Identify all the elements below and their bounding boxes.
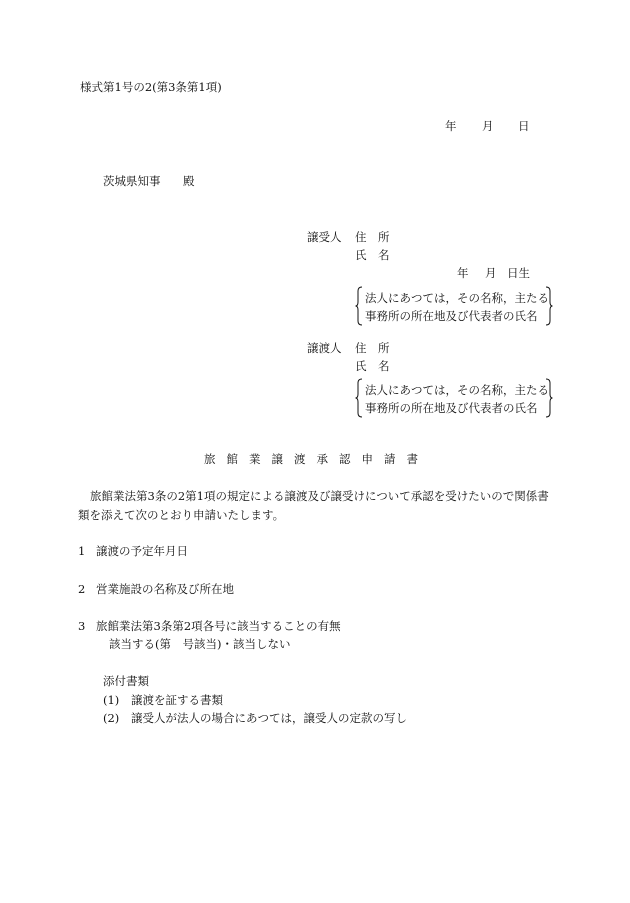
date-day: 日	[518, 119, 530, 133]
body-line-1: 旅館業法第3条の2第1項の規定による譲渡及び譲受けについて承認を受けたいので関係書	[90, 489, 549, 503]
transferee-label: 譲受人	[307, 230, 342, 244]
item-1-text: 譲渡の予定年月日	[96, 544, 188, 558]
transferor-address-label: 住 所	[355, 341, 390, 355]
note-line-1: 法人にあつては，その名称，主たる	[365, 383, 549, 397]
attachment-2-text: 譲受人が法人の場合にあつては，譲受人の定款の写し	[131, 711, 407, 725]
item-2-text: 営業施設の名称及び所在地	[96, 582, 234, 596]
birth-year: 年	[457, 266, 469, 280]
form-number: 様式第1号の2(第3条第1項)	[80, 80, 222, 94]
item-3-answer: 該当する(第 号該当)・該当しない	[109, 637, 291, 651]
attachment-1-text: 譲渡を証する書類	[131, 693, 223, 707]
item-3-number: 3	[78, 619, 86, 633]
birth-month: 月	[485, 266, 497, 280]
note-line-1: 法人にあつては，その名称，主たる	[365, 291, 549, 305]
transferee-name-label: 氏 名	[355, 248, 390, 262]
date-month: 月	[482, 119, 494, 133]
note-line-2: 事務所の所在地及び代表者の氏名	[365, 401, 538, 415]
addressee-name: 茨城県知事	[103, 174, 161, 188]
item-3-text: 旅館業法第3条第2項各号に該当することの有無	[96, 619, 341, 633]
body-line-2: 類を添えて次のとおり申請いたします。	[78, 508, 285, 522]
transferor-name-label: 氏 名	[355, 359, 390, 373]
transferor-corporate-note	[355, 378, 553, 418]
birth-day: 日生	[507, 266, 530, 280]
document-title: 旅館業譲渡承認申請書	[204, 452, 429, 466]
note-line-2: 事務所の所在地及び代表者の氏名	[365, 309, 538, 323]
attachment-1-number: (1)	[103, 693, 120, 707]
attachment-2-number: (2)	[103, 711, 120, 725]
transferee-corporate-note	[355, 286, 553, 326]
transferee-address-label: 住 所	[355, 230, 390, 244]
date-year: 年	[445, 119, 457, 133]
addressee-honorific: 殿	[183, 174, 195, 188]
attachments-heading: 添付書類	[103, 674, 149, 688]
item-1-number: 1	[78, 544, 86, 558]
transferor-label: 譲渡人	[307, 341, 342, 355]
item-2-number: 2	[78, 582, 86, 596]
